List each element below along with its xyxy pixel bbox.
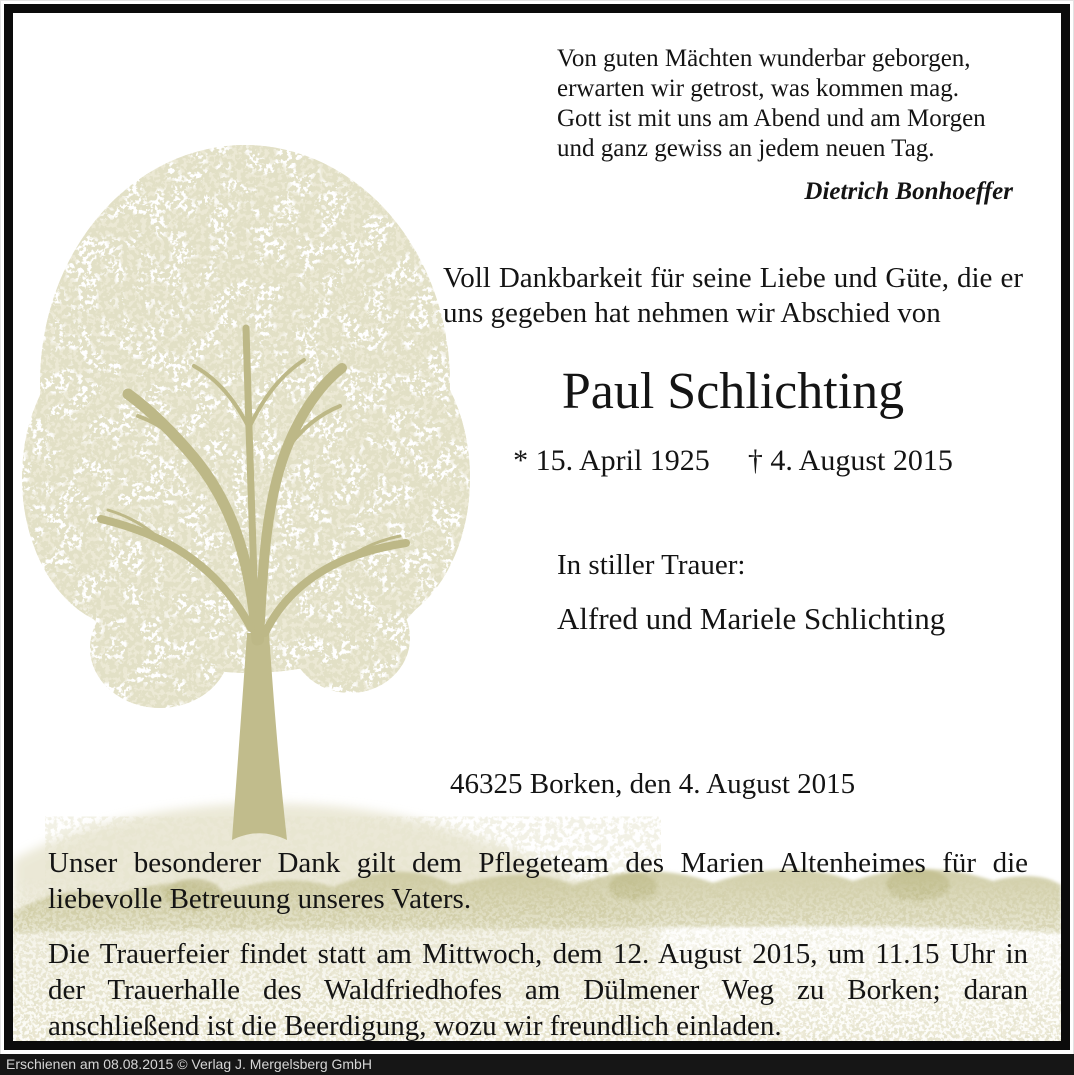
life-dates bbox=[443, 444, 1023, 478]
quote-line: Von guten Mächten wunderbar geborgen, bbox=[557, 45, 971, 72]
funeral-details-paragraph: Die Trauerfeier findet statt am Mittwoch, dem 12. August 2015, um 11.15 Uhr in der Trauerhalle des Waldfriedhofes am Dülmener Weg zu Borken; daran anschließend ist die Beerdigung, wozu wir freundlich einladen. bbox=[48, 938, 1028, 1042]
birth-date: * 15. April 1925 bbox=[513, 444, 710, 477]
publisher-note: Erschienen am 08.08.2015 © Verlag J. Mergelsberg GmbH bbox=[6, 1056, 372, 1072]
publisher-bar bbox=[0, 1054, 1074, 1075]
mourners-names: Alfred und Mariele Schlichting bbox=[557, 601, 946, 636]
quote-line: erwarten wir getrost, was kommen mag. bbox=[557, 75, 959, 102]
quote-line: Gott ist mit uns am Abend und am Morgen bbox=[557, 105, 986, 132]
mourning-label: In stiller Trauer: bbox=[557, 549, 746, 581]
deceased-name: Paul Schlichting bbox=[561, 363, 905, 420]
intro-paragraph: Voll Dankbarkeit für seine Liebe und Güte, die er uns gegeben hat nehmen wir Abschied von bbox=[443, 262, 1023, 329]
death-date: † 4. August 2015 bbox=[747, 444, 953, 477]
place-date-line: 46325 Borken, den 4. August 2015 bbox=[450, 768, 856, 800]
quote-attribution: Dietrich Bonhoeffer bbox=[804, 178, 1013, 205]
thanks-paragraph: Unser besonderer Dank gilt dem Pflegeteam des Marien Altenheimes für die liebevolle Betreuung unseres Vaters. bbox=[48, 847, 1028, 915]
quote-line: und ganz gewiss an jedem neuen Tag. bbox=[557, 135, 935, 162]
tree-illustration bbox=[10, 128, 480, 858]
quote-block bbox=[557, 44, 1013, 206]
